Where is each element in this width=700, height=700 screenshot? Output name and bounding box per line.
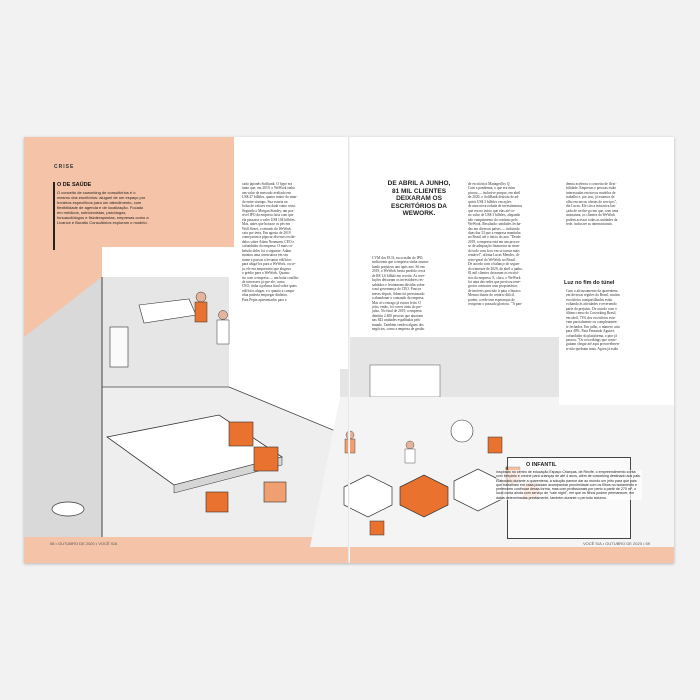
column-line: quirir US$ 3 bilhões em ações [468, 199, 512, 204]
sidebar-rule [53, 182, 55, 250]
column-line: das em diversos países — incluindo [468, 226, 520, 231]
column-line: tanto que, em 2019, o WeWork tinha [242, 186, 295, 191]
column-line: çada de on-the-go em que, com uma [566, 208, 619, 213]
column-line: foi uma das redes que precisou rene- [468, 279, 521, 284]
pull-quote-line: DE ABRIL A JUNHO, [387, 180, 451, 187]
center-gutter [348, 137, 350, 563]
column-line: 2019, o WeWork havia perdido cerca [372, 269, 426, 274]
column-line: montou uma construtora em seu [242, 253, 289, 258]
column-line: indicavam que a empresa vinha acumu- [372, 260, 429, 265]
column-line: US$ 47 bilhões, quatro maior do mun- [242, 195, 298, 200]
callout-text: Inspirado no centro de educação Espaço Crianças, de Recife, o empreendimento conta com berçário e creche para crianças de até 4 anos, além de coworking destinado aos pais. Elaborado durante a quarentena, a solução parece dar ao mundo um jeito para que pais que trabalham em casa possam acompanhar proximidade com os filhos no isolamento e pretendem continuar dessa forma, mas com profissionais por perto a partir de 270 m², o local conta ainda com serviço de "vale night", em que os filhos podem permanecer, em datas determinadas previamente, também durante o período noturno. [496, 470, 641, 500]
column-line: rede, inclusive as internacionais. [566, 222, 613, 227]
health-sidebar [57, 182, 149, 225]
column-line: assinatura, os clientes do WeWork [566, 213, 616, 218]
column-4 [566, 182, 664, 227]
pull-quote [376, 180, 462, 218]
column-line: interessadas em novos modelos de [566, 190, 616, 195]
magazine-spread [24, 137, 674, 563]
column-line: de 2020, o SoftBank desistiu de ad- [468, 195, 520, 200]
column-line: nome e passou a levantar edifícios [242, 257, 292, 262]
column-line: para alugá-los para a WeWork, ou se- [242, 262, 296, 267]
column-line: so de adequação financeira no mun- [468, 244, 520, 249]
column-line: porém, a rede tem esperanças de [468, 297, 515, 302]
column-line: Wall Street, o reinado do WeWork [242, 226, 292, 231]
column-line: passou. "Os coworkings que conse- [566, 337, 618, 342]
column-line: Com o afrouxamento da quarentena [566, 289, 618, 293]
column-line: rios da empresa. E, claro, o WeWork [468, 275, 521, 280]
column-line: recuperar o passado glorioso. "A pan- [468, 302, 523, 307]
column-line: escritórios compartilhados estão [566, 297, 613, 302]
column-line: piorou — inclusive porque, em abril [468, 190, 521, 195]
column-line: caiu por terra. Em agosto de 2019 [242, 230, 291, 235]
folio-left: 58 • OUTUBRO DE 2020 • VOCÊ S/A [50, 541, 118, 546]
column-line: lando prejuízos ano após ano. Só em [372, 264, 425, 269]
column-line: de uma nova rodada de investimentos [468, 204, 523, 209]
column-line: ela passasse a valer US$ 104 bilhões. [242, 217, 296, 222]
column-line: trabalho e, por isso, já estamos de [566, 195, 615, 200]
column-line: De acordo com o balanço do segun- [468, 262, 520, 267]
column-line: podem acessar todas as unidades da [566, 217, 618, 222]
column-line: WeWork. Resultado: unidades fecha- [468, 222, 522, 227]
column-line: sível IPO da empresa faria com que [242, 213, 294, 218]
column-line: CEO, tinha a palavra final sobre quais [242, 284, 297, 289]
column-line: de imóveis para não ir para o buraco. [468, 288, 522, 293]
column-2 [372, 256, 466, 332]
column-line: de R$ 1,6 bilhão em receita. As reve- [372, 273, 426, 278]
column-line: cofundador da plataforma, o pior já [566, 333, 617, 338]
column-line: de escritórios Managed by Q. [468, 182, 511, 186]
column-line: no valor de US$ 3 bilhões, alegando [468, 213, 521, 218]
column-line: cofundador da empresa. O mais ca- [242, 244, 293, 249]
column-line: de interesses já que ele, como [242, 279, 285, 284]
column-line: olho em novas ofertas de serviços", [566, 199, 617, 204]
column-line: começaram a pipocar diversos escân- [242, 235, 296, 240]
column-line: em abril, 73% dos escritórios esta- [566, 315, 616, 320]
column-line: do trimestre de 2020, de abril a junho, [468, 266, 523, 271]
column-line: Mas aí o estrago já estava feito. O [372, 300, 421, 305]
column-line: vam parcialmente ou completamen- [566, 320, 618, 325]
column-line: 2019, a empresa está em um proces- [468, 239, 521, 244]
column-line: rentável", afirma Lucas Mendes, di- [468, 253, 520, 258]
pull-quote-line: ESCRITÓRIOS DA [391, 202, 447, 210]
column-5 [566, 289, 664, 351]
section-label: CRISE [54, 164, 75, 170]
folio-right: VOCÊ S/A • OUTUBRO DE 2020 • 59 [582, 541, 650, 546]
sidebar-text: O conceito de coworking de consultórios é o mesmo dos escritórios: aluguel de um espaço por horários específicos para um atendimento, com flexibilidade de agenda e de localização. Focado em médicos, nutricionistas, psicólogos, fonoaudiólogos e fisioterapeutas, empresas como a Livance e Buratto Consultórios exploram o modelo. [57, 190, 149, 225]
column-line: Segundo o Morgan Stanley, um pos- [242, 208, 295, 213]
pull-quote-line: WEWORK. [402, 210, 436, 218]
column-line: demitiu 2.400 pessoas que atuavam [372, 313, 424, 318]
column-line: gociar contratos com proprietários [468, 284, 518, 289]
column-line: que era no início que elas até co- [468, 208, 516, 213]
column-line: Mesmo diante do cenário difícil, [468, 293, 515, 298]
column-line: bilidade. Empresas e pessoas estão [566, 186, 616, 191]
column-line: sabiados e levantaram dúvidas sobre [372, 282, 425, 287]
text-panel-right-col [559, 137, 674, 405]
column-line: demia acelerou o conceito de flexi- [566, 182, 617, 186]
column-line: do todo com foco em se tornar mais [468, 248, 520, 253]
pull-quote-line: DEIXARAM OS [396, 195, 442, 203]
column-line: nas 843 unidades espalhadas pelo [372, 318, 421, 323]
column-line: rio com a empresa — um baita conflito [242, 275, 299, 280]
column-line: o prédio para o WeWork. Quanto [242, 271, 290, 276]
pull-quote-line: 81 MIL CLIENTES [391, 187, 447, 195]
column-line: negócios, como a empresa de gestão [372, 327, 425, 332]
column-line: retor-geral do WeWork no Brasil. [468, 257, 516, 262]
column-line: Com a pandemia, o que era ruim [468, 186, 516, 191]
column-line: ja, ele era empresário que alugava [242, 266, 291, 271]
column-line: do entre startups. Sua estreia na [242, 199, 288, 204]
column-line: nhia poderia empregar dinheiro. [242, 293, 289, 298]
column-line: edifícios alugar, e o quanto a compa- [242, 288, 296, 293]
callout-title: O INFANTIL [526, 462, 557, 468]
subheading: Luz no fim do túnel [564, 280, 615, 286]
column-line: bolsa de valores era dada como certa. [242, 204, 296, 209]
column-line: não cumprimento do contrato pelo [468, 217, 518, 222]
column-line: lações deixaram os investidores res- [372, 278, 424, 283]
column-line: voltando às atividades e revertendo [566, 302, 617, 307]
column-line: te fechados. Em julho, o número caiu [566, 324, 620, 329]
column-line: a má governança do CEO. Poucos [372, 287, 422, 292]
column-line: para 40%. Para Fernando Aguirre, [566, 329, 616, 334]
sidebar-title: O DE SAÚDE [57, 182, 92, 188]
column-line: Mas, antes que botasse os pés em [242, 222, 291, 227]
column-line: Para Pepin apresentados para a [242, 297, 287, 302]
column-line: meses depois, Adam foi pressionado [372, 291, 425, 296]
column-line: diz Lucas. Ele cita a iniciativa lan- [566, 204, 616, 209]
column-line: um valor de mercado avaliado em [242, 190, 291, 195]
column-line: jeito, então, foi correr atrás do pre- [372, 304, 423, 309]
column-line: no Brasil até o início do ano. "Desde [468, 235, 521, 240]
column-line: te não quebram mais. Agora já estão [566, 346, 619, 351]
column-line: 81 mil clientes deixaram os escritó- [468, 271, 520, 276]
column-line: beludo deles foi o seguinte: Adam [242, 248, 292, 253]
column-3 [468, 182, 562, 307]
column-line: parte do prejuízo. De acordo com o [566, 306, 617, 311]
column-line: duas das 33 que a empresa mantinha [468, 230, 521, 235]
column-line: a abandonar o comando da empresa. [372, 296, 425, 301]
column-line: juízo. No final de 2019, a empresa [372, 309, 422, 314]
column-line: guiram chegar até aqui provavelmen- [566, 342, 620, 347]
column-line: CVM dos EUA, na ocasião do IPO, [372, 256, 424, 260]
column-line: dalos sobre Adam Neumann, CEO e [242, 239, 295, 244]
column-line: cado japonês Softbank. O hype era [242, 182, 293, 186]
column-1 [242, 182, 342, 302]
column-line: mundo. Também vendeu alguns dos [372, 322, 424, 327]
column-line: último censo do Coworking Brasil, [566, 311, 617, 316]
column-line: em diversas regiões do Brasil, muitos [566, 293, 620, 298]
